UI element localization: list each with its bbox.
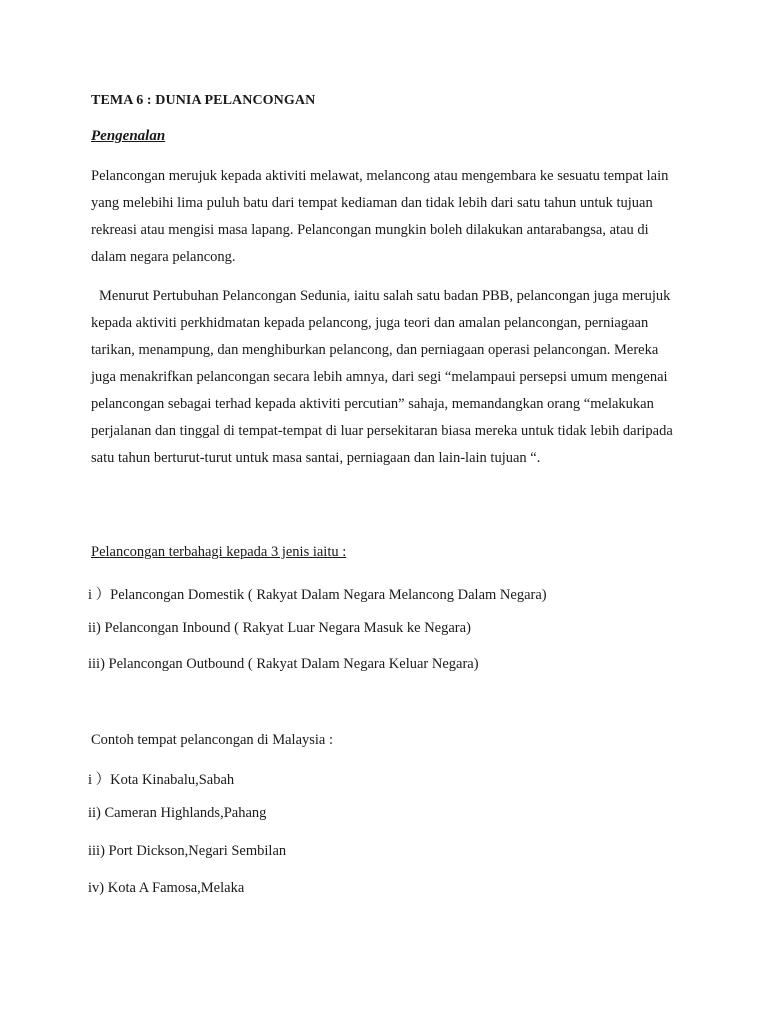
definition-paragraph: Menurut Pertubuhan Pelancongan Sedunia, iaitu salah satu badan PBB, pelancongan juga merujuk kepada aktiviti perkhidmatan kepada pelancong, juga teori dan amalan pelancongan, perniagaan tarikan, menampung, dan menghiburkan pelancong, dan perniagaan operasi pelancongan. Mereka juga menakrifkan pelancongan secara lebih amnya, dari segi “melampaui persepsi umum mengenai pelancongan sebagai terhad kepada aktiviti percutian” sahaja, memandangkan orang “melakukan perjalanan dan tinggal di tempat-tempat di luar persekitaran biasa mereka untuk tidak lebih daripada satu tahun berturut-turut untuk masa santai, perniagaan dan lain-lain tujuan “. bbox=[91, 288, 673, 466]
list-item: iii) Pelancongan Outbound ( Rakyat Dalam Negara Keluar Negara) bbox=[88, 656, 479, 672]
list-item: iii) Port Dickson,Negari Sembilan bbox=[88, 843, 287, 859]
types-heading: Pelancongan terbahagi kepada 3 jenis iaitu : bbox=[91, 544, 347, 560]
places-heading: Contoh tempat pelancongan di Malaysia : bbox=[91, 732, 334, 748]
list-item: ii) Pelancongan Inbound ( Rakyat Luar Negara Masuk ke Negara) bbox=[88, 620, 471, 636]
document-title: TEMA 6 : DUNIA PELANCONGAN bbox=[91, 93, 316, 108]
list-item: i ）Pelancongan Domestik ( Rakyat Dalam Negara Melancong Dalam Negara) bbox=[88, 587, 547, 603]
list-item: ii) Cameran Highlands,Pahang bbox=[88, 805, 267, 821]
intro-heading: Pengenalan bbox=[91, 128, 166, 144]
intro-paragraph: Pelancongan merujuk kepada aktiviti melawat, melancong atau mengembara ke sesuatu tempat lain yang melebihi lima puluh batu dari tempat kediaman dan tidak lebih dari satu tahun untuk tujuan rekreasi atau mengisi masa lapang. Pelancongan mungkin boleh dilakukan antarabangsa, atau di dalam negara pelancong. bbox=[91, 168, 669, 265]
list-item: i ）Kota Kinabalu,Sabah bbox=[88, 772, 235, 788]
list-item: iv) Kota A Famosa,Melaka bbox=[88, 880, 245, 896]
